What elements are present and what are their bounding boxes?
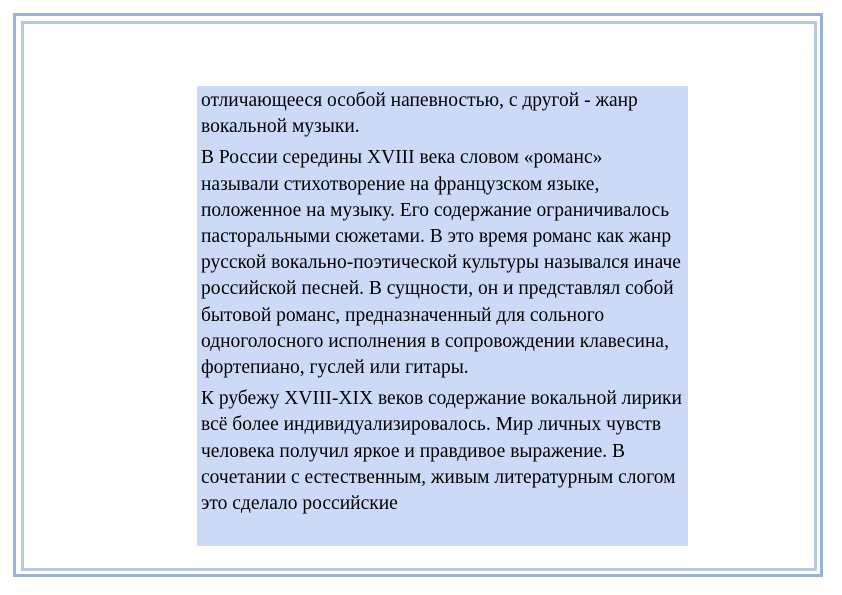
text-block [197,86,688,546]
paragraph-3: К рубежу XVIII-XIX веков содержание вокальной лирики всё более индивидуализировалось. Мир личных чувств человека получил яркое и правдивое выражение. В сочетании с естественным, живым литературным слогом это сделало российские [201,388,682,515]
paragraph-2: В России середины XVIII века словом «романс» называли стихотворение на французском языке, положенное на музыку. Его содержание ограничивалось пасторальными сюжетами. В это время романс как жанр русской вокально-поэтической культуры назывался иначе российской песней. В сущности, он и представлял собой бытовой романс, предназначенный для сольного одноголосного исполнения в сопровождении клавесина, фортепиано, гуслей или гитары. [201,147,681,379]
paragraph-1: отличающееся особой напевностью, с другой - жанр вокальной музыки. [201,90,638,138]
